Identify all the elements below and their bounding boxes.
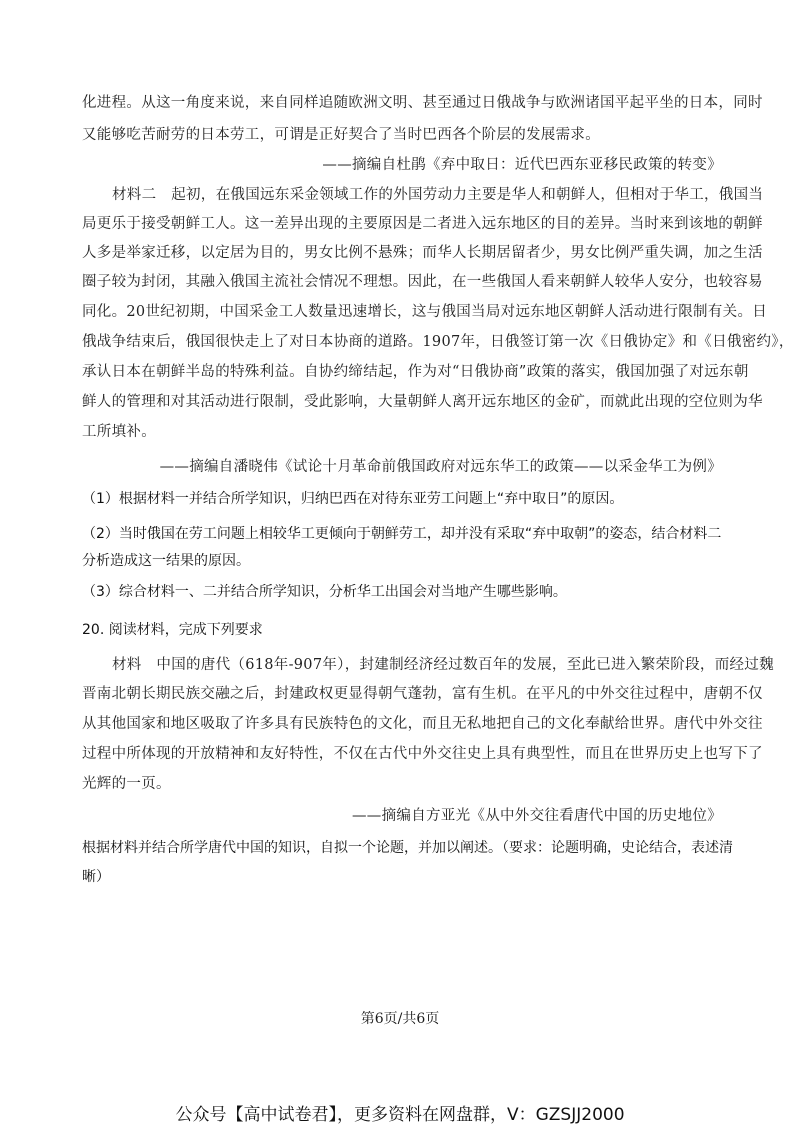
question-1: （1）根据材料一并结合所学知识，归纳巴西在对待东亚劳工问题上“弃中取日”的原因。: [82, 491, 624, 507]
question-2-line-1: （2）当时俄国在劳工问题上相较华工更倾向于朝鲜劳工，却并没有采取“弃中取朝”的姿态，结合材料二: [82, 526, 722, 542]
material1-source: ——摘编自杜鹃《弃中取日：近代巴西东亚移民政策的转变》: [322, 157, 722, 173]
question-20-title: 20. 阅读材料，完成下列要求: [82, 622, 263, 638]
page-number: 第6页/共6页: [360, 1011, 440, 1027]
material2-line-7: 承认日本在朝鲜半岛的特殊利益。自协约缔结起，作为对“日俄协商”政策的落实，俄国加强了对远东朝: [82, 364, 749, 380]
material2-line-3: 人多是举家迁移，以定居为目的，男女比例不悬殊；而华人长期居留者少，男女比例严重失调，加之生活: [82, 245, 763, 261]
q20-material-line-1: 材料 中国的唐代（618年-907年），封建制经济经过数百年的发展，至此已进入繁荣阶段，而经过魏: [112, 657, 774, 673]
q20-source: ——摘编自方亚光《从中外交往看唐代中国的历史地位》: [352, 808, 722, 824]
material2-line-1: 材料二 起初，在俄国远东采金领域工作的外国劳动力主要是华人和朝鲜人，但相对于华工，俄国当: [112, 187, 764, 203]
q20-material-line-4: 过程中所体现的开放精神和友好特性，不仅在古代中外交往史上具有典型性，而且在世界历史上也写下了: [82, 746, 763, 762]
q20-material-line-5: 光辉的一页。: [82, 776, 171, 792]
material2-line-5: 同化。20世纪初期，中国采金工人数量迅速增长，这与俄国当局对远东地区朝鲜人活动进行限制有关。日: [82, 304, 768, 320]
material1-line-2: 又能够吃苦耐劳的日本劳工，可谓是正好契合了当时巴西各个阶层的发展需求。: [82, 127, 600, 143]
material2-line-2: 局更乐于接受朝鲜工人。这一差异出现的主要原因是二者进入远东地区的目的差异。当时来到该地的朝鲜: [82, 216, 763, 232]
q20-material-line-2: 晋南北朝长期民族交融之后，封建政权更显得朝气蓬勃，富有生机。在平凡的中外交往过程中，唐朝不仅: [82, 686, 763, 702]
q20-task-line-1: 根据材料并结合所学唐代中国的知识，自拟一个论题，并加以阐述。（要求：论题明确，史论结合，表述清: [82, 840, 733, 856]
material2-line-9: 工所填补。: [82, 424, 156, 440]
question-3: （3）综合材料一、二并结合所学知识，分析华工出国会对当地产生哪些影响。: [82, 584, 567, 600]
material1-line-1: 化进程。从这一角度来说，来自同样追随欧洲文明、甚至通过日俄战争与欧洲诸国平起平坐的日本，同时: [82, 95, 763, 111]
material2-source: ——摘编自潘晓伟《试论十月革命前俄国政府对远东华工的政策——以采金华工为例》: [159, 459, 722, 475]
q20-material-line-3: 从其他国家和地区吸取了许多具有民族特色的文化，而且无私地把自己的文化奉献给世界。唐代中外交往: [82, 716, 763, 732]
q20-task-line-2: 晰）: [82, 869, 110, 885]
material2-line-4: 圈子较为封闭，其融入俄国主流社会情况不理想。因此，在一些俄国人看来朝鲜人较华人安分，也较容易: [82, 274, 763, 290]
watermark-text: 公众号【高中试卷君】，更多资料在网盘群，V：GZSJJ2000: [175, 1105, 625, 1125]
material2-line-6: 俄战争结束后，俄国很快走上了对日本协商的道路。1907年，日俄签订第一次《日俄协定》和《日俄密约》，: [82, 334, 794, 350]
question-2-line-2: 分析造成这一结果的原因。: [82, 553, 250, 569]
material2-line-8: 鲜人的管理和对其活动进行限制，受此影响，大量朝鲜人离开远东地区的金矿，而就此出现的空位则为华: [82, 394, 763, 410]
